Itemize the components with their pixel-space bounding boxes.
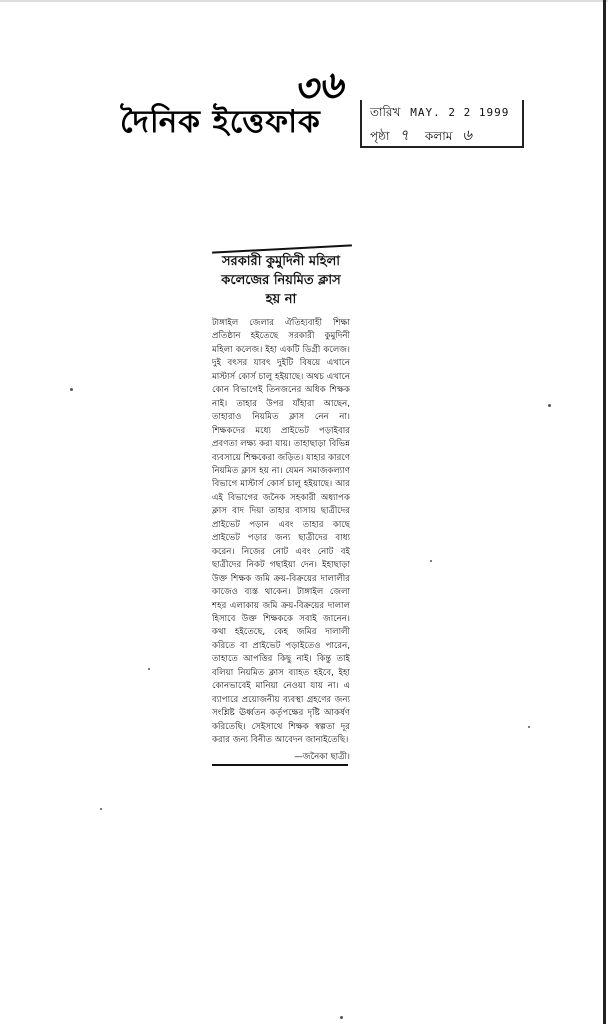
scan-speck (148, 668, 150, 670)
article-signature: —জনৈকা ছাত্রী। (294, 751, 350, 762)
scan-speck (430, 560, 432, 562)
newspaper-masthead: দৈনিক ইত্তেফাক (120, 104, 321, 140)
stamp-column-value: ৬ (462, 126, 472, 144)
stamp-date-row (370, 104, 509, 124)
stamp-date-label: তারিখ (370, 105, 401, 119)
stamp-column-label: কলাম (424, 129, 453, 143)
scan-speck (340, 1016, 343, 1019)
clipping-stamp (360, 100, 524, 148)
scan-speck (548, 404, 551, 407)
scan-speck (100, 808, 102, 810)
top-edge-line (0, 0, 608, 2)
news-clipping (212, 250, 350, 764)
scan-speck (528, 726, 530, 728)
article-paragraph: টাঙ্গাইল জেলার ঐতিহ্যবাহী শিক্ষা প্রতিষ্ঠান হইতেছে সরকারী কুমুদিনী মহিলা কলেজ। ইহা একটি ডিগ্রী কলেজ। দুই বৎসর যাবৎ দুইটি বিষয়ে এখানে মাস্টার্স কোর্স চালু হইয়াছে। অথচ এখানে কোন বিভাগেই তিনজনের অধিক শিক্ষক নাই। তাহার উপর যাঁহারা আছেন, তাহারাও নিয়মিত ক্লাস নেন না। শিক্ষকদের মধ্যে প্রাইভেট পড়াইবার প্রবণতা লক্ষ্য করা যায়। তাহাছাড়া বিভিন্ন ব্যবসায়ে শিক্ষকেরা জড়িত। যাহার কারণে নিয়মিত ক্লাস হয় না। যেমন সমাজকল্যাণ বিভাগে মাস্টার্স কোর্স চালু হইয়াছে। আর এই বিভাগের জনৈক সহকারী অধ্যাপক ক্লাস বাদ দিয়া তাহার বাসায় ছাত্রীদের প্রাইভেট পড়ান এবং তাহার কাছে প্রাইভেট পড়ার জন্য ছাত্রীদের বাধ্য করেন। নিজের নোট এবং নোট বই ছাত্রীদের নিকট গছাইয়া দেন। ইহাছাড়া উক্ত শিক্ষক জমি ক্রয়-বিক্রয়ের দালালীর কাজেও ব্যস্ত থাকেন। টাঙ্গাইল জেলা শহর এলাকায় জমি ক্রয়-বিক্রয়ের দালাল হিসাবে উক্ত শিক্ষককে সবাই জানেন। কথা হইতেছে, কেহ জমির দালালী করিতে বা প্রাইভেট পড়াইতেও পারেন, তাহাতে আপত্তির কিছু নাই। কিন্তু তাই বলিয়া নিয়মিত ক্লাস ব্যাহত হইবে, ইহা কোনভাবেই মানিয়া নেওয়া যায় না। এ ব্যাপারে প্রয়োজনীয় ব্যবস্থা গ্রহণের জন্য সংশ্লিষ্ট ঊর্ধ্বতন কর্তৃপক্ষের দৃষ্টি আকর্ষণ করিতেছি। সেইসাথে শিক্ষক স্বল্পতা দূর করার জন্য বিনীত আবেদন জানাইতেছি। (212, 318, 350, 746)
page-right-border (603, 0, 606, 1024)
article-headline: সরকারী কুমুদিনী মহিলা কলেজের নিয়মিত ক্লাস হয় না (221, 254, 341, 307)
scan-speck (70, 388, 73, 391)
article-bottom-rule (212, 764, 348, 766)
stamp-date-value: MAY. 2 2 1999 (410, 106, 510, 119)
stamp-page-label: পৃষ্ঠা (370, 129, 390, 143)
stamp-page-row (370, 124, 484, 149)
article-body (212, 317, 350, 748)
stamp-page-value: ৭ (399, 126, 410, 144)
handwritten-number: ৩৬ (290, 60, 346, 113)
